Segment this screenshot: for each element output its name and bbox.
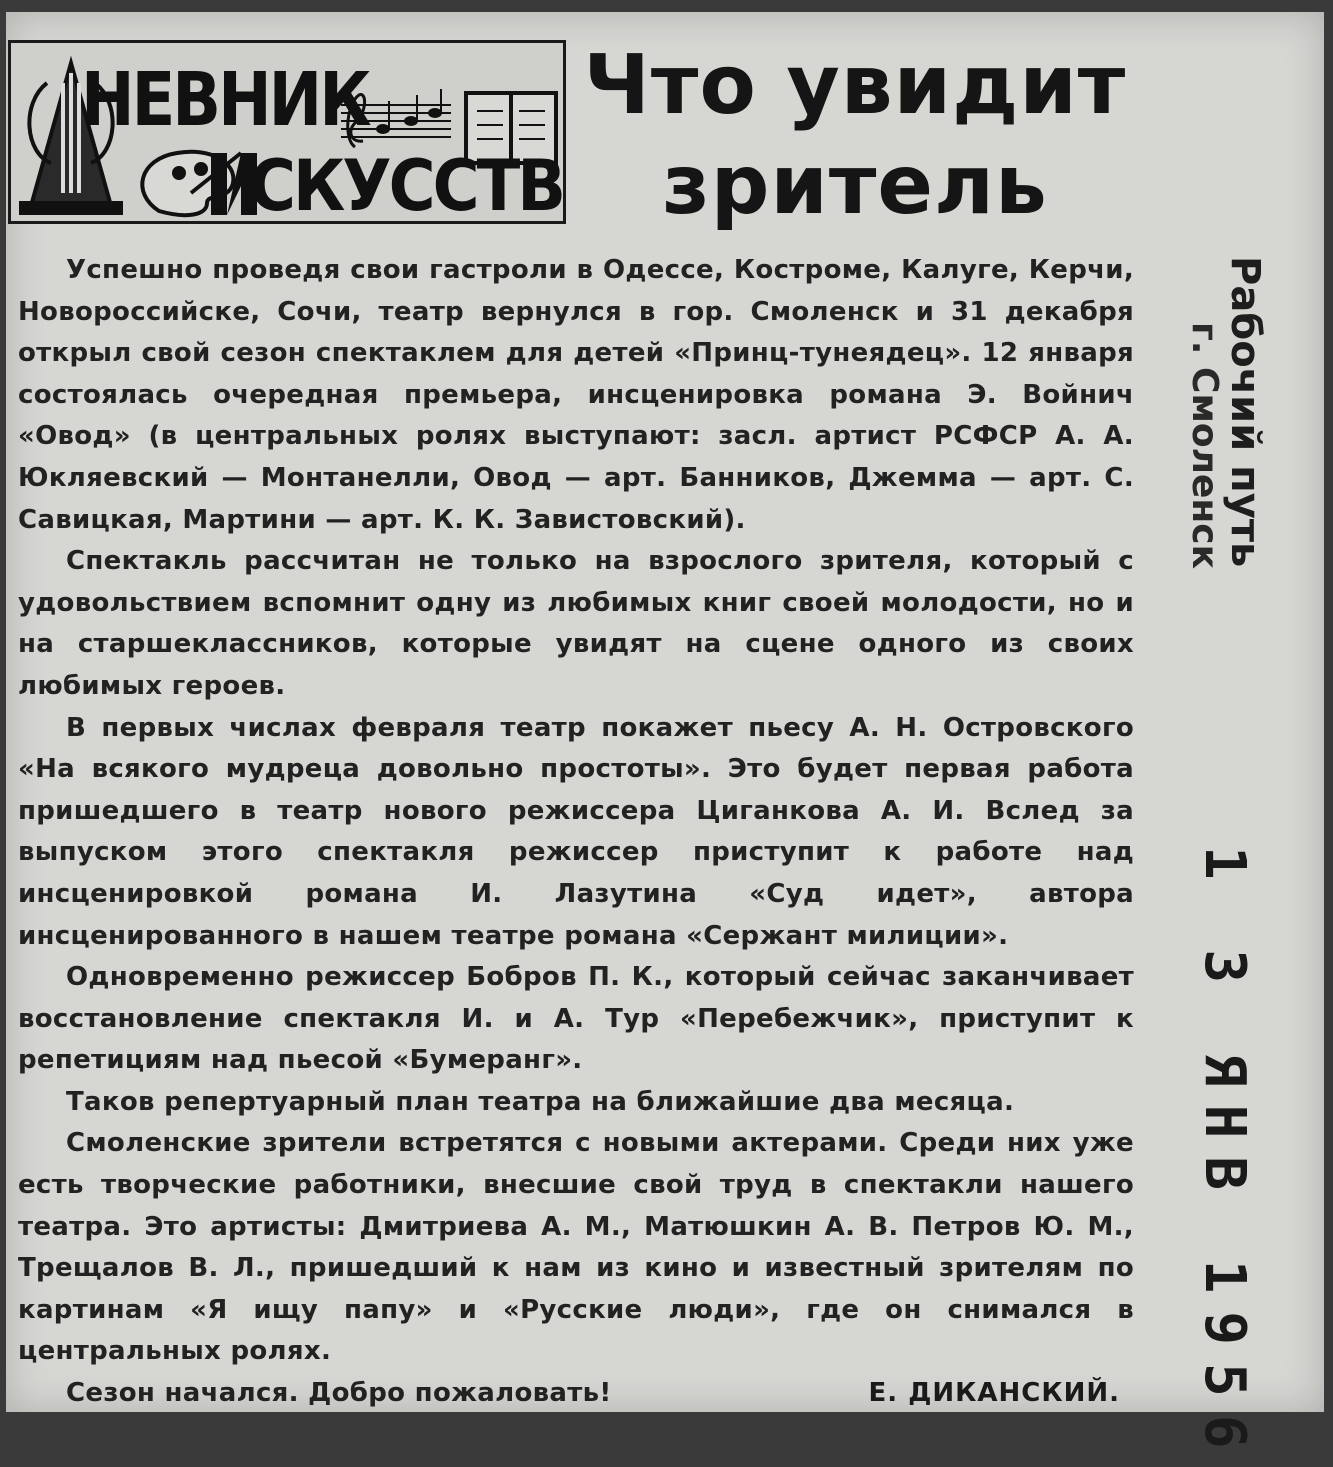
headline [575,36,1135,236]
rubric-logo [8,40,566,224]
paragraph: Одновременно режиссер Бобров П. К., который сейчас заканчивает восстановление спектакля И. и А. Тур «Перебежчик», приступит к репетициям над пьесой «Бумеранг». [18,962,1134,1076]
article-body [18,250,1134,1415]
headline-line2: зритель [662,138,1048,233]
paragraph: Смоленские зрители встретятся с новыми актерами. Среди них уже есть творческие работники, внесшие свой труд в спектакли нашего театра. Это артисты: Дмитриева А. М., Матюшкин А. В. Петров Ю. М., Трещалов В. Л., пришедший к нам из кино и известный зрителям по картинам «Я ищу папу» и «Русские люди», где он снимался в центральных ролях. [18,1128,1134,1367]
paragraph: Успешно проведя свои гастроли в Одессе, Костроме, Калуге, Керчи, Новороссийске, Сочи, театр вернулся в гор. Смоленск и 31 декабря открыл свой сезон спектаклем для детей «Принц-тунеядец». 12 января состоялась очередная премьера, инсценировка романа Э. Войнич «Овод» (в центральных ролях выступают: засл. артист РСФСР А. А. Юкляевский — Монтанелли, Овод — арт. Банников, Джемма — арт. С. Савицкая, Мартини — арт. К. К. Завистовский). [18,255,1134,535]
paragraph: В первых числах февраля театр покажет пьесу А. Н. Островского «На всякого мудреца довольно простоты». Это будет первая работа пришедшего в театр нового режиссера Циганкова А. И. Вслед за выпуском этого спектакля режиссер приступит к работе над инсценировкой романа И. Лазутина «Суд идет», автора инсценированного в нашем театре романа «Сержант милиции». [18,712,1134,951]
rubric-title-line1: НЕВНИК [81,58,369,144]
paragraph: Спектакль рассчитан не только на взрослого зрителя, который с удовольствием вспомнит одну из любимых книг своей молодости, но и на старшеклассников, которые увидят на сцене одного из своих любимых героев. [18,546,1134,701]
stamp-date: 1 3 ЯНВ 1956 [1192,846,1257,1467]
paragraph: Сезон начался. Добро пожаловать! [66,1378,612,1409]
stamp-source-name: Рабочий путь [1222,256,1268,568]
rubric-title-line2: СКУССТВ [249,146,563,224]
author-signature: Е. ДИКАНСКИЙ. [868,1378,1120,1408]
stamp-city: г. Смоленск [1184,322,1225,570]
paragraph: Таков репертуарный план театра на ближайшие два месяца. [66,1086,1015,1117]
headline-line1: Что увидит [583,38,1127,133]
